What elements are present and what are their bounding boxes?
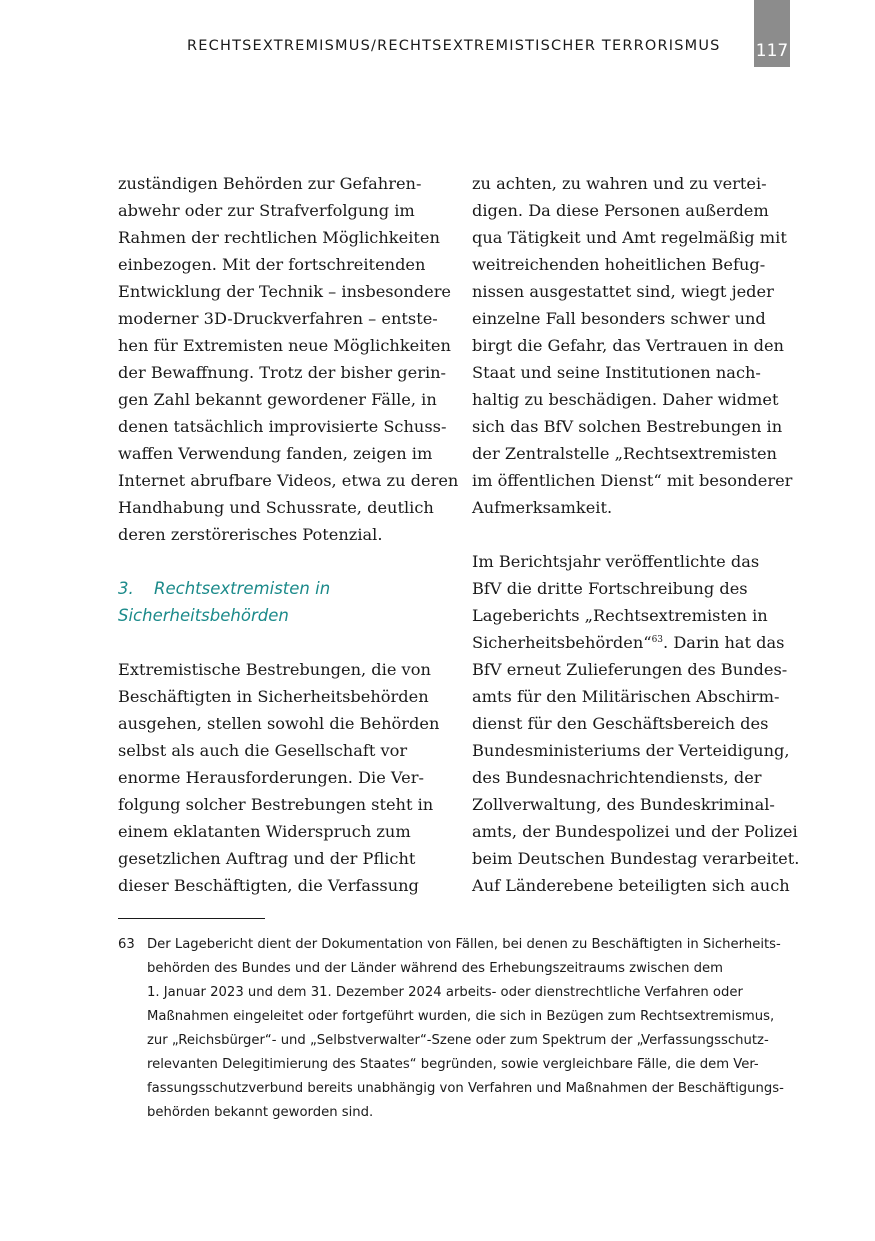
footnote-line: fassungsschutzverbund bereits unabhängig von Verfahren und Maßnahmen der Beschäftigungs-: [147, 1081, 784, 1096]
text-line: waffen Verwendung fanden, zeigen im: [118, 444, 433, 463]
text-line: Staat und seine Institutionen nach-: [472, 363, 761, 382]
footnote-line: Der Lagebericht dient der Dokumentation von Fällen, bei denen zu Beschäftigten in Sicherheits-: [147, 937, 781, 952]
footnote-line: behörden bekannt geworden sind.: [147, 1105, 374, 1120]
text-line: moderner 3D-Druckverfahren – entste-: [118, 309, 438, 328]
text-line: BfV erneut Zulieferungen des Bundes-: [472, 660, 788, 679]
text-line: folgung solcher Bestrebungen steht in: [118, 795, 434, 814]
text-line: denen tatsächlich improvisierte Schuss-: [118, 417, 447, 436]
text-line: birgt die Gefahr, das Vertrauen in den: [472, 336, 784, 355]
text-line: deren zerstörerisches Potenzial.: [118, 525, 383, 544]
text-line: Entwicklung der Technik – insbesondere: [118, 282, 452, 301]
text-line: Auf Länderebene beteiligten sich auch: [472, 876, 790, 895]
text-line: haltig zu beschädigen. Daher widmet: [472, 390, 779, 409]
text-line: Lageberichts „Rechtsextremisten in: [472, 606, 768, 625]
left-column: [118, 170, 459, 899]
text-line: zuständigen Behörden zur Gefahren-: [118, 174, 422, 193]
text-line: amts, der Bundespolizei und der Polizei: [472, 822, 798, 841]
footnote-text: [147, 933, 798, 1125]
footnote-line: 1. Januar 2023 und dem 31. Dezember 2024 arbeits- oder dienstrechtliche Verfahren oder: [147, 985, 743, 1000]
left-paragraph-2: [118, 656, 443, 899]
text-line: weitreichenden hoheitlichen Befug-: [472, 255, 766, 274]
text-line: dienst für den Geschäftsbereich des: [472, 714, 769, 733]
text-line: Internet abrufbare Videos, etwa zu deren: [118, 471, 459, 490]
text-line: Zollverwaltung, des Bundeskriminal-: [472, 795, 775, 814]
footnote-line: Maßnahmen eingeleitet oder fortgeführt wurden, die sich in Bezügen zum Rechtsextremismus,: [147, 1009, 775, 1024]
text-line: ausgehen, stellen sowohl die Behörden: [118, 714, 440, 733]
text-line: nissen ausgestattet sind, wiegt jeder: [472, 282, 774, 301]
section-title-line-1: Rechtsextremisten in: [154, 579, 331, 598]
right-paragraph-2: [472, 548, 800, 899]
text-line: digen. Da diese Personen außerdem: [472, 201, 769, 220]
text-line: amts für den Militärischen Abschirm-: [472, 687, 780, 706]
text-line: zu achten, zu wahren und zu vertei-: [472, 174, 767, 193]
section-number: 3.: [118, 579, 134, 598]
text-line: Handhabung und Schussrate, deutlich: [118, 498, 434, 517]
text-line: Extremistische Bestrebungen, die von: [118, 660, 431, 679]
text-line: im öffentlichen Dienst“ mit besonderer: [472, 471, 793, 490]
text-line-with-footnote-ref: [472, 629, 797, 656]
text-line: sich das BfV solchen Bestrebungen in: [472, 417, 783, 436]
text-line: der Bewaffnung. Trotz der bisher gerin-: [118, 363, 447, 382]
page-number-tab: [754, 0, 790, 67]
right-paragraph-1: [472, 170, 797, 521]
text-line: selbst als auch die Gesellschaft vor: [118, 741, 408, 760]
text-line: gen Zahl bekannt gewordener Fälle, in: [118, 390, 437, 409]
text-line: einbezogen. Mit der fortschreitenden: [118, 255, 426, 274]
section-title-line-2: Sicherheitsbehörden: [118, 606, 289, 625]
text-line: einzelne Fall besonders schwer und: [472, 309, 766, 328]
footnote-reference[interactable]: 63: [651, 635, 664, 645]
text-line: Rahmen der rechtlichen Möglichkeiten: [118, 228, 440, 247]
right-column: [472, 170, 800, 899]
text-line: des Bundesnachrichtendiensts, der: [472, 768, 762, 787]
text-fragment: Sicherheitsbehörden“: [472, 633, 652, 652]
text-line: gesetzlichen Auftrag und der Pflicht: [118, 849, 416, 868]
left-paragraph-1: [118, 170, 459, 548]
footnote: [118, 933, 798, 1125]
text-line: Im Berichtsjahr veröffentlichte das: [472, 552, 760, 571]
text-line: Beschäftigten in Sicherheitsbehörden: [118, 687, 429, 706]
text-line: Aufmerksamkeit.: [472, 498, 613, 517]
text-line: enorme Herausforderungen. Die Ver-: [118, 768, 424, 787]
text-line: abwehr oder zur Strafverfolgung im: [118, 201, 415, 220]
text-line: der Zentralstelle „Rechtsextremisten: [472, 444, 777, 463]
text-line: hen für Extremisten neue Möglichkeiten: [118, 336, 451, 355]
footnote-divider: [118, 918, 265, 919]
text-line: beim Deutschen Bundestag verarbeitet.: [472, 849, 800, 868]
text-line: dieser Beschäftigten, die Verfassung: [118, 876, 419, 895]
footnote-number: 63: [118, 937, 135, 952]
footnote-line: behörden des Bundes und der Länder während des Erhebungszeitraums zwischen dem: [147, 961, 723, 976]
running-header: RECHTSEXTREMISMUS/RECHTSEXTREMISTISCHER TERRORISMUS: [187, 38, 721, 54]
text-line: Bundesministeriums der Verteidigung,: [472, 741, 790, 760]
text-line: BfV die dritte Fortschreibung des: [472, 579, 748, 598]
page-number: 117: [755, 41, 789, 61]
footnote-line: zur „Reichsbürger“- und „Selbstverwalter“-Szene oder zum Spektrum der „Verfassungsschutz-: [147, 1033, 769, 1048]
text-fragment: . Darin hat das: [663, 633, 785, 652]
footnote-line: relevanten Delegitimierung des Staates“ begründen, sowie vergleichbare Fälle, die dem Ver-: [147, 1057, 759, 1072]
section-heading: [118, 575, 443, 629]
text-line: einem eklatanten Widerspruch zum: [118, 822, 411, 841]
text-line: qua Tätigkeit und Amt regelmäßig mit: [472, 228, 787, 247]
